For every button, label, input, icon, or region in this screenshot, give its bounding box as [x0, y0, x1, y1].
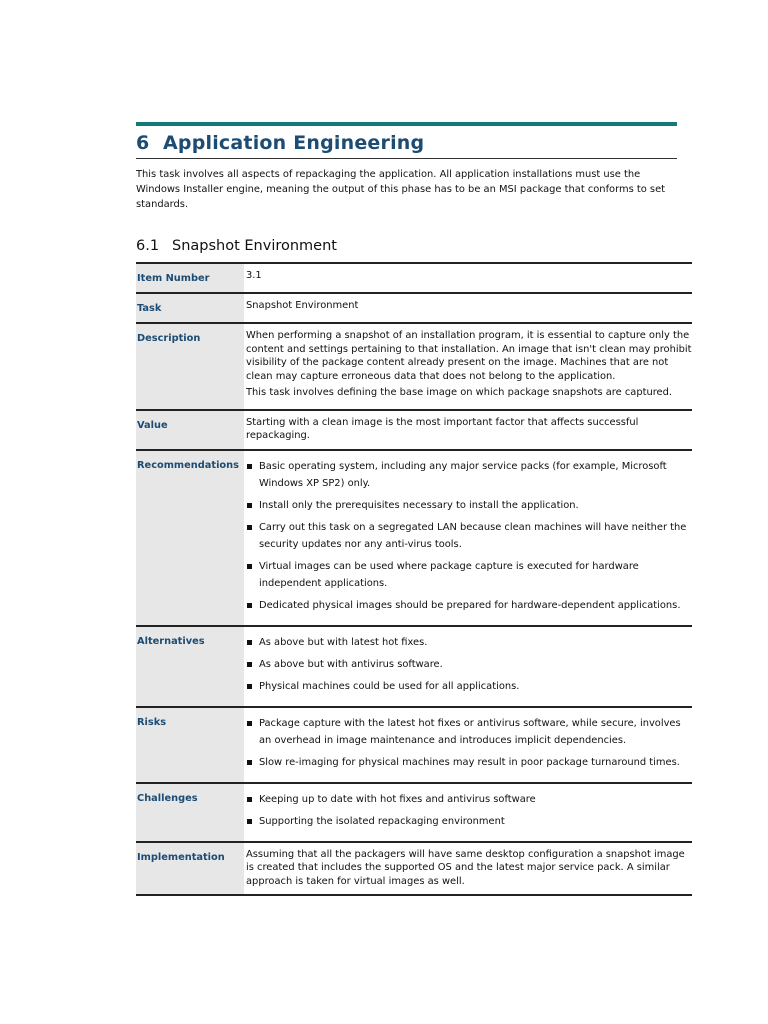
- list-item: Install only the prerequisites necessary to install the application.: [246, 497, 692, 514]
- row-label: Recommendations: [136, 450, 244, 626]
- list-item: Package capture with the latest hot fixes or antivirus software, while secure, involves an overhead in image maintenance and introduces implicit dependencies.: [246, 715, 692, 749]
- alternatives-list: [246, 634, 692, 695]
- list-item: As above but with antivirus software.: [246, 656, 692, 673]
- list-item: Carry out this task on a segregated LAN because clean machines will have neither the security updates nor any anti-virus tools.: [246, 519, 692, 553]
- task-table: [136, 262, 692, 896]
- table-row-recommendations: [136, 450, 692, 626]
- table-row-item-number: [136, 263, 692, 293]
- list-item: As above but with latest hot fixes.: [246, 634, 692, 651]
- section-number: 6: [136, 132, 150, 154]
- section-title: Application Engineering: [163, 132, 425, 154]
- row-label: Risks: [136, 707, 244, 783]
- row-label: Value: [136, 410, 244, 450]
- table-row-implementation: [136, 842, 692, 896]
- list-item: Basic operating system, including any major service packs (for example, Microsoft Windows XP SP2) only.: [246, 458, 692, 492]
- table-row-description: [136, 323, 692, 410]
- list-item: Supporting the isolated repackaging environment: [246, 813, 692, 830]
- list-item: Physical machines could be used for all applications.: [246, 678, 692, 695]
- row-label: Alternatives: [136, 626, 244, 707]
- subsection-heading: [136, 238, 692, 254]
- table-row-challenges: [136, 783, 692, 842]
- table-row-value: [136, 410, 692, 450]
- row-label: Item Number: [136, 263, 244, 293]
- row-value: Starting with a clean image is the most important factor that affects successful repackaging.: [246, 416, 639, 441]
- row-label: Implementation: [136, 842, 244, 896]
- description-paragraph: When performing a snapshot of an installation program, it is essential to capture only the content and settings pertaining to that installation. An image that isn't clean may prohibit visibility of the package content already present on the image. Machines that are not clean may capture erroneous data that does not belong to the application.: [246, 330, 692, 382]
- document-page: [136, 122, 692, 896]
- row-value: Snapshot Environment: [246, 300, 359, 311]
- row-value: [244, 783, 692, 842]
- list-item: Virtual images can be used where package capture is executed for hardware independent applications.: [246, 558, 692, 592]
- row-label: Description: [136, 323, 244, 410]
- list-item: Keeping up to date with hot fixes and antivirus software: [246, 791, 692, 808]
- row-value: Assuming that all the packagers will have same desktop configuration a snapshot image is created that includes the supported OS and the latest major service pack. A similar approach is taken for virtual images as well.: [246, 848, 685, 887]
- row-label: Task: [136, 293, 244, 323]
- section-intro: This task involves all aspects of repackaging the application. All application installations must use the Windows Installer engine, meaning the output of this phase has to be an MSI package that conforms to set standards.: [136, 169, 666, 210]
- row-value: [244, 707, 692, 783]
- row-label: Challenges: [136, 783, 244, 842]
- row-value: [244, 323, 692, 410]
- risks-list: [246, 715, 692, 771]
- recommendations-list: [246, 458, 692, 614]
- list-item: Dedicated physical images should be prepared for hardware-dependent applications.: [246, 597, 692, 614]
- header-rule: [136, 122, 677, 126]
- description-paragraph: This task involves defining the base image on which package snapshots are captured.: [246, 387, 673, 398]
- challenges-list: [246, 791, 692, 830]
- list-item: Slow re-imaging for physical machines may result in poor package turnaround times.: [246, 754, 692, 771]
- section-heading: [136, 132, 677, 159]
- table-row-alternatives: [136, 626, 692, 707]
- subsection-title: Snapshot Environment: [172, 238, 337, 254]
- table-row-risks: [136, 707, 692, 783]
- row-value: 3.1: [246, 270, 262, 281]
- subsection-number: 6.1: [136, 238, 160, 254]
- row-value: [244, 450, 692, 626]
- row-value: [244, 626, 692, 707]
- table-row-task: [136, 293, 692, 323]
